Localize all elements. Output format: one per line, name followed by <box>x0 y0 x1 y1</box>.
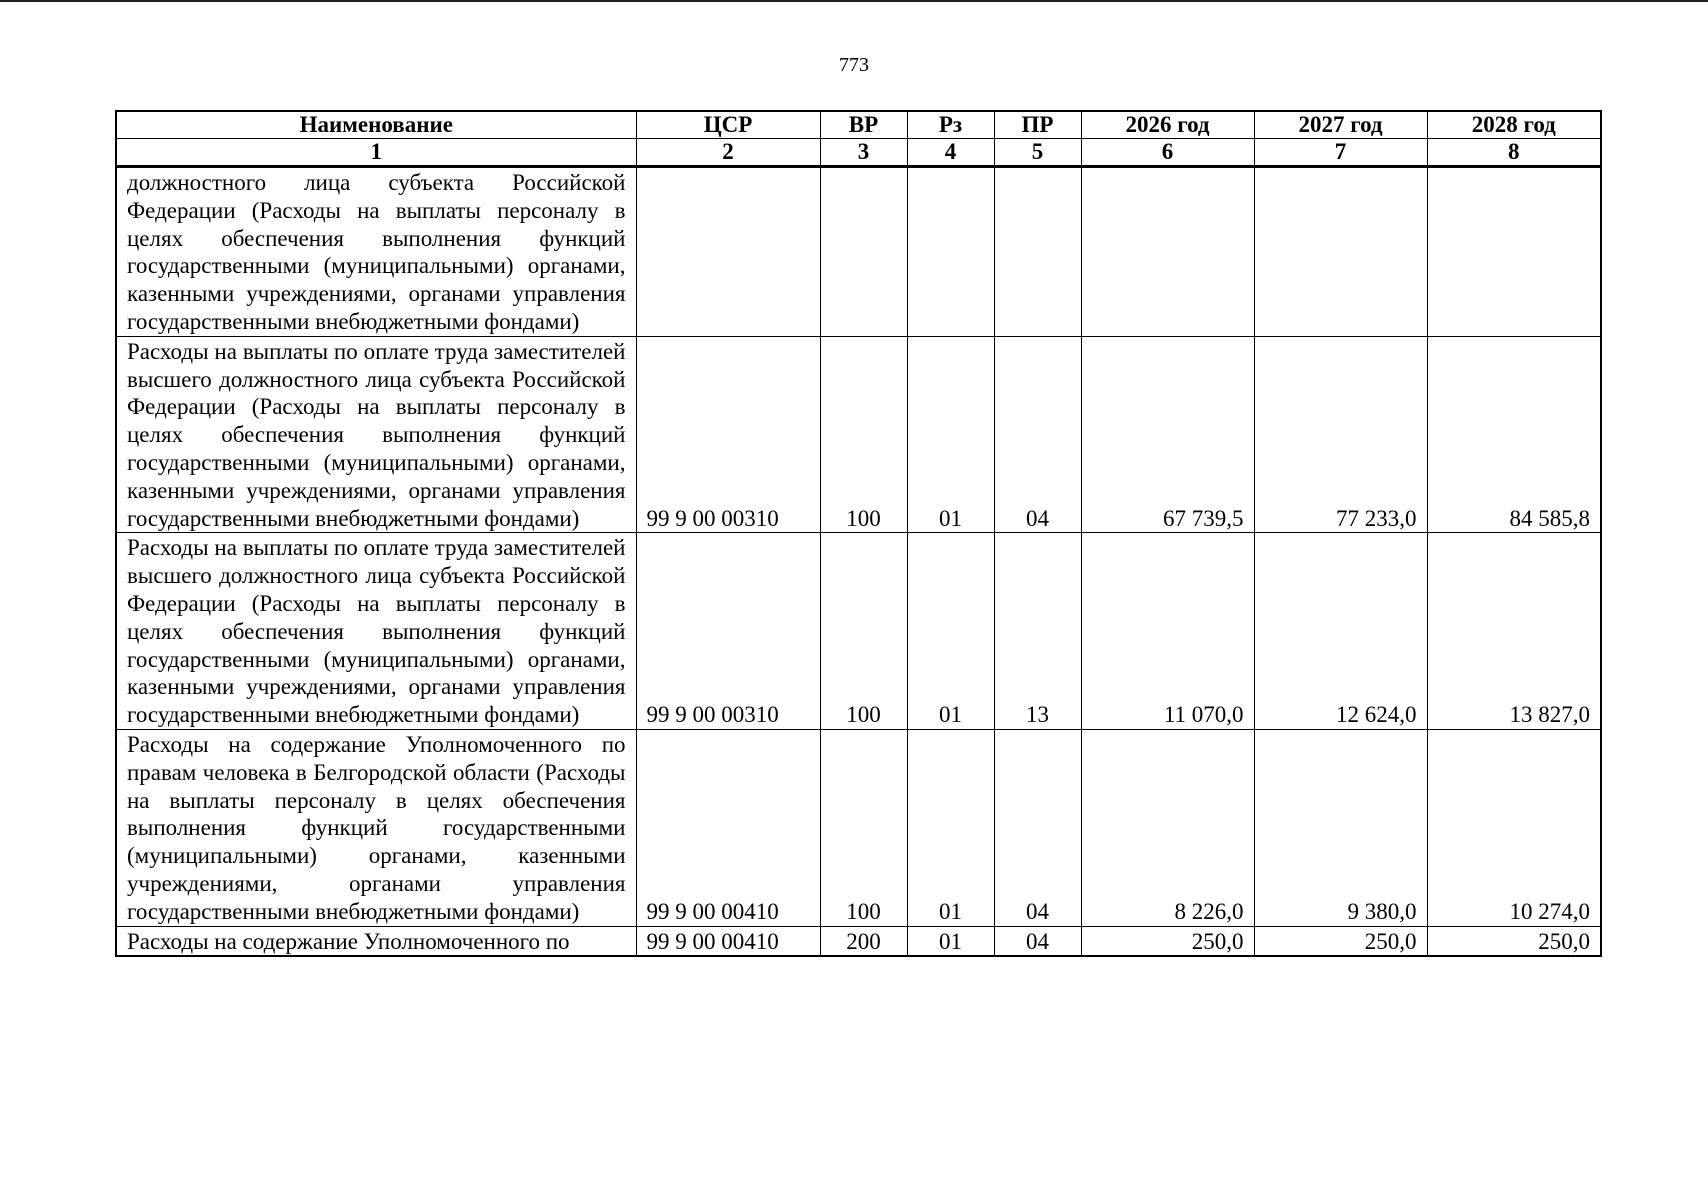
row-vr: 200 <box>820 926 907 956</box>
row-2026: 67 739,5 <box>1081 336 1254 533</box>
row-rz <box>907 167 994 337</box>
row-csr <box>636 167 820 337</box>
row-name: Расходы на выплаты по оплате труда заместителей высшего должностного лица субъекта Российской Федерации (Расходы на выплаты персоналу в целях обеспечения выполнения функций государственными (муниципальными) органами, казенными учреждениями, органами управления государственными внебюджетными фондами) <box>116 336 636 533</box>
row-2026: 11 070,0 <box>1081 533 1254 730</box>
row-csr: 99 9 00 00310 <box>636 336 820 533</box>
row-rz: 01 <box>907 336 994 533</box>
header-row <box>116 111 1601 139</box>
header-2027: 2027 год <box>1254 111 1427 139</box>
row-2028: 13 827,0 <box>1427 533 1601 730</box>
budget-table <box>115 110 1602 957</box>
row-rz: 01 <box>907 926 994 956</box>
row-2027: 12 624,0 <box>1254 533 1427 730</box>
row-name: должностного лица субъекта Российской Федерации (Расходы на выплаты персоналу в целях обеспечения выполнения функций государственными (муниципальными) органами, казенными учреждениями, органами управления государственными внебюджетными фондами) <box>116 167 636 337</box>
row-pr: 04 <box>994 926 1081 956</box>
column-number: 6 <box>1081 139 1254 167</box>
row-2028: 10 274,0 <box>1427 729 1601 926</box>
row-2027: 250,0 <box>1254 926 1427 956</box>
page-top-border <box>0 0 1708 2</box>
row-rz: 01 <box>907 533 994 730</box>
row-pr: 13 <box>994 533 1081 730</box>
table-row <box>116 167 1601 337</box>
column-number: 3 <box>820 139 907 167</box>
page-number: 773 <box>839 54 869 76</box>
header-2028: 2028 год <box>1427 111 1601 139</box>
row-csr: 99 9 00 00410 <box>636 729 820 926</box>
column-number-row <box>116 139 1601 167</box>
row-rz: 01 <box>907 729 994 926</box>
table-row <box>116 729 1601 926</box>
row-vr <box>820 167 907 337</box>
row-2026: 250,0 <box>1081 926 1254 956</box>
row-vr: 100 <box>820 533 907 730</box>
row-2027: 77 233,0 <box>1254 336 1427 533</box>
row-2026: 8 226,0 <box>1081 729 1254 926</box>
row-pr: 04 <box>994 336 1081 533</box>
table-row <box>116 336 1601 533</box>
header-name: Наименование <box>116 111 636 139</box>
row-2028: 250,0 <box>1427 926 1601 956</box>
header-pr: ПР <box>994 111 1081 139</box>
row-vr: 100 <box>820 336 907 533</box>
row-pr: 04 <box>994 729 1081 926</box>
header-csr: ЦСР <box>636 111 820 139</box>
column-number: 5 <box>994 139 1081 167</box>
row-2027 <box>1254 167 1427 337</box>
table-row <box>116 533 1601 730</box>
column-number: 8 <box>1427 139 1601 167</box>
column-number: 2 <box>636 139 820 167</box>
row-pr <box>994 167 1081 337</box>
table-row <box>116 926 1601 956</box>
header-2026: 2026 год <box>1081 111 1254 139</box>
row-name: Расходы на выплаты по оплате труда заместителей высшего должностного лица субъекта Российской Федерации (Расходы на выплаты персоналу в целях обеспечения выполнения функций государственными (муниципальными) органами, казенными учреждениями, органами управления государственными внебюджетными фондами) <box>116 533 636 730</box>
row-vr: 100 <box>820 729 907 926</box>
header-vr: ВР <box>820 111 907 139</box>
row-2026 <box>1081 167 1254 337</box>
row-2027: 9 380,0 <box>1254 729 1427 926</box>
column-number: 1 <box>116 139 636 167</box>
row-csr: 99 9 00 00410 <box>636 926 820 956</box>
column-number: 7 <box>1254 139 1427 167</box>
row-name: Расходы на содержание Уполномоченного по <box>116 926 636 956</box>
row-2028 <box>1427 167 1601 337</box>
row-csr: 99 9 00 00310 <box>636 533 820 730</box>
column-number: 4 <box>907 139 994 167</box>
row-2028: 84 585,8 <box>1427 336 1601 533</box>
header-rz: Рз <box>907 111 994 139</box>
row-name: Расходы на содержание Уполномоченного по правам человека в Белгородской области (Расходы на выплаты персоналу в целях обеспечения выполнения функций государственными (муниципальными) органами, казенными учреждениями, органами управления государственными внебюджетными фондами) <box>116 729 636 926</box>
